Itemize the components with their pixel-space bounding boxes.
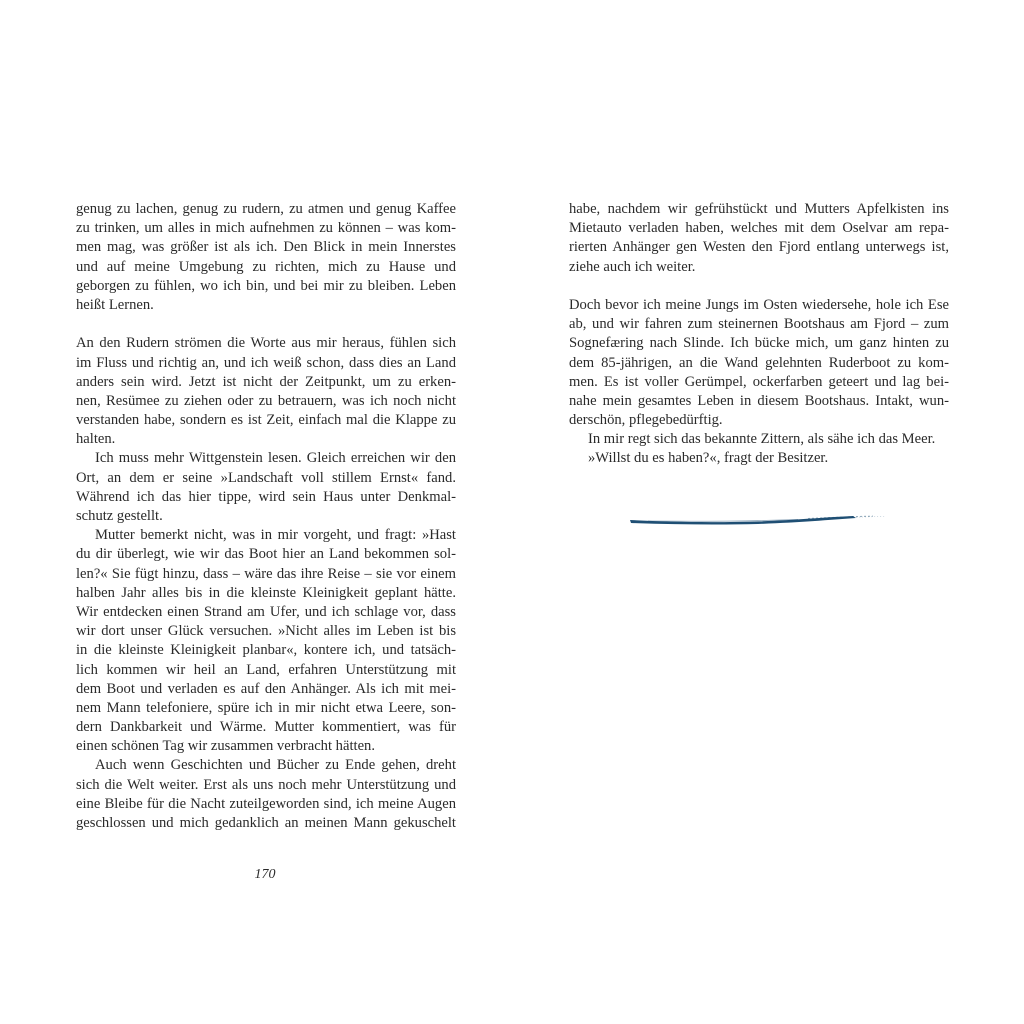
text-line: verstanden habe, sondern es ist Zeit, einfach mal die Klappe zu bbox=[76, 412, 456, 429]
text-line: anders sein wird. Jetzt ist nicht der Zeitpunkt, um zu erken- bbox=[76, 373, 456, 390]
text-line: wir dort unser Glück versuchen. »Nicht alles im Leben ist bis bbox=[76, 623, 456, 640]
text-line: genug zu lachen, genug zu rudern, zu atmen und genug Kaffee bbox=[76, 201, 456, 217]
brush-stroke-icon bbox=[628, 509, 888, 529]
paragraph-gap bbox=[569, 277, 949, 296]
text-line: Mutter bemerkt nicht, was in mir vorgeht, und fragt: »Hast bbox=[95, 527, 456, 544]
text-line: einen schönen Tag wir zusammen verbracht hätten. bbox=[76, 738, 375, 755]
text-line: ab, und wir fahren zum steinernen Bootshaus am Fjord – zum bbox=[569, 316, 949, 333]
text-line: Sognefæring nach Slinde. Ich bücke mich, um ganz hinten zu bbox=[569, 335, 949, 352]
text-line: halten. bbox=[76, 431, 116, 448]
paragraph bbox=[76, 334, 456, 449]
paragraph-gap bbox=[76, 315, 456, 334]
text-line: Auch wenn Geschichten und Bücher zu Ende gehen, dreht bbox=[95, 757, 456, 774]
text-line: len?« Sie fügt hinzu, dass – wäre das ihre Reise – sie vor einem bbox=[76, 565, 456, 582]
text-line: und auf meine Umgebung zu richten, mich zu Hause und bbox=[76, 258, 456, 275]
text-line: ziehe auch ich weiter. bbox=[569, 258, 696, 275]
text-line: Wir entdecken einen Strand am Ufer, und ich schlage vor, dass bbox=[76, 603, 456, 620]
text-line: im Fluss und richtig an, und ich weiß schon, dass dies an Land bbox=[76, 354, 456, 371]
text-line: nem Mann telefoniere, spüre ich in mir nicht etwa Leere, son- bbox=[76, 699, 456, 716]
text-line: Während ich das hier tippe, wird sein Haus unter Denkmal- bbox=[76, 488, 456, 505]
text-line: halben Jahr alles bis in die kleinste Kleinigkeit geplant hätte. bbox=[76, 584, 456, 601]
text-line: in die kleinste Kleinigkeit planbar«, kontere ich, und tatsäch- bbox=[76, 642, 456, 659]
paragraph bbox=[569, 449, 949, 468]
paragraph bbox=[76, 200, 456, 315]
text-line: rierten Anhänger gen Westen den Fjord entlang unterwegs ist, bbox=[569, 239, 949, 256]
text-line: heißt Lernen. bbox=[76, 296, 154, 313]
text-line: geschlossen und mich gedanklich an meinen Mann gekuschelt bbox=[76, 815, 456, 831]
paragraph bbox=[569, 200, 949, 277]
text-line: derschön, pflegebedürftig. bbox=[569, 412, 723, 429]
paragraph bbox=[76, 756, 456, 833]
paragraph bbox=[569, 430, 949, 449]
text-line: »Willst du es haben?«, fragt der Besitzer. bbox=[588, 450, 829, 467]
paragraph bbox=[76, 526, 456, 756]
paragraph bbox=[569, 296, 949, 430]
text-line: Ort, an dem er seine »Landschaft voll stillem Ernst« fand. bbox=[76, 469, 456, 486]
page-number: 170 bbox=[254, 867, 276, 882]
text-line: eine Bleibe für die Nacht zuteilgeworden sind, ich meine Augen bbox=[76, 795, 456, 812]
right-text-column bbox=[569, 200, 949, 469]
text-line: In mir regt sich das bekannte Zittern, als sähe ich das Meer. bbox=[588, 431, 936, 448]
text-line: lich kommen wir heil an Land, erfahren Unterstützung mit bbox=[76, 661, 456, 678]
text-line: An den Rudern strömen die Worte aus mir heraus, fühlen sich bbox=[76, 335, 456, 352]
text-line: men. Es ist voller Gerümpel, ockerfarben geteert und lag bei- bbox=[569, 373, 949, 390]
text-line: nahe mein gesamtes Leben in diesem Bootshaus. Intakt, wun- bbox=[569, 392, 949, 409]
text-line: dem 85-jährigen, an die Wand gelehnten Ruderboot zu kom- bbox=[569, 354, 949, 371]
text-line: habe, nachdem wir gefrühstückt und Mutters Apfelkisten ins bbox=[569, 201, 949, 217]
text-line: dern Dankbarkeit und Wärme. Mutter kommentiert, was für bbox=[76, 719, 456, 736]
left-text-column bbox=[76, 200, 456, 833]
text-line: dem Boot und verladen es auf den Anhänger. Als ich mit mei- bbox=[76, 680, 456, 697]
text-line: du dir überlegt, wie wir das Boot hier an Land bekommen sol- bbox=[76, 546, 456, 563]
text-line: men mag, was größer ist als ich. Den Blick in mein Innerstes bbox=[76, 239, 456, 256]
text-line: Mietauto verladen haben, welches mit dem Oselvar am repa- bbox=[569, 220, 949, 237]
text-line: zu trinken, um alles in mich aufnehmen zu können – was kom- bbox=[76, 220, 456, 237]
text-line: sich die Welt weiter. Erst als uns noch mehr Unterstützung und bbox=[76, 776, 456, 793]
paragraph bbox=[76, 449, 456, 526]
text-line: nen, Resümee zu ziehen oder zu betrauern, was ich noch nicht bbox=[76, 392, 456, 409]
text-line: Doch bevor ich meine Jungs im Osten wiedersehe, hole ich Ese bbox=[569, 296, 949, 313]
text-line: schutz gestellt. bbox=[76, 508, 163, 524]
text-line: geborgen zu fühlen, wo ich bin, und bei mir zu bleiben. Leben bbox=[76, 277, 456, 294]
text-line: Ich muss mehr Wittgenstein lesen. Gleich erreichen wir den bbox=[95, 450, 456, 467]
